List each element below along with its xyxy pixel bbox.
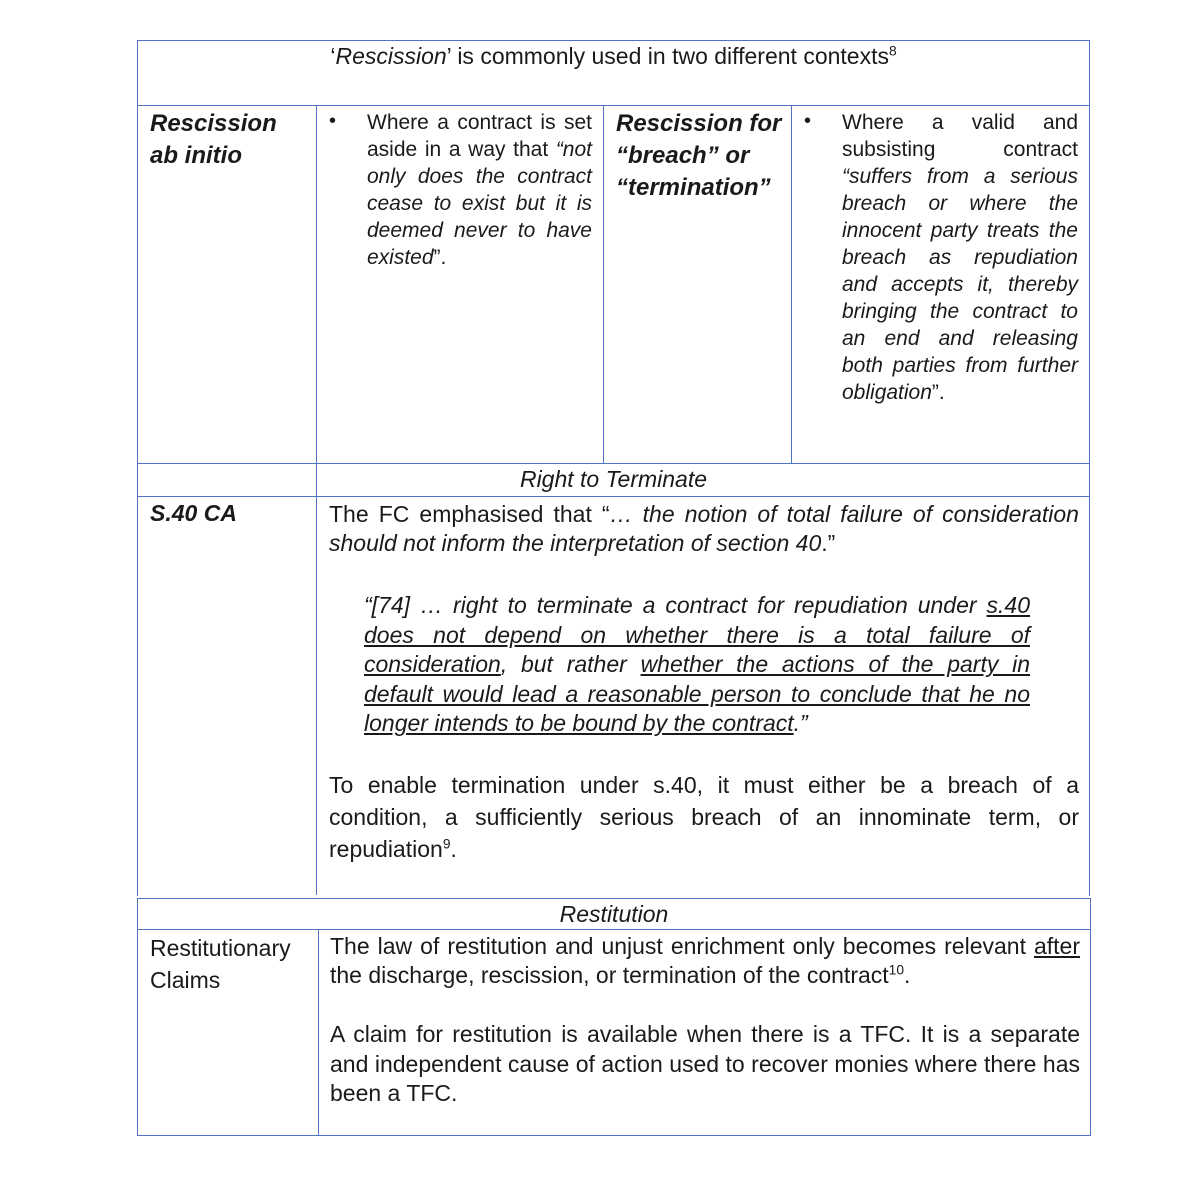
restitution-para-2: A claim for restitution is available when there is a TFC. It is a separate and independent cause of action used to recover monies where there has been a TFC. [330,1021,1080,1106]
header-divider [137,105,1090,106]
heading-right-to-terminate: Right to Terminate [519,466,708,492]
row-divider-1 [137,463,1090,464]
restitution-header-divider [137,929,1091,930]
label-rescission-for-breach: Rescission for “breach” or “termination” [616,110,782,201]
label-restitutionary-claims: Restitutionary Claims [150,935,291,993]
s40-quote-para-74: “[74] … right to terminate a contract for repudiation under s.40 does not depend on whether there is a total failure of consideration, but rather whether the actions of the party in default would lead a reasonable person to conclude that he no longer intends to be bound by the contract.” [364,592,1031,736]
table-header: ‘Rescission’ is commonly used in two different contexts$^8$ [330,43,897,69]
footnote-8: 8 [888,43,897,59]
bullet-icon: • [804,110,812,132]
label-rescission-ab-initio: Rescission ab initio [150,110,277,169]
footnote-9: 9 [442,836,451,852]
restitution-col-divider [318,929,319,1136]
bullet-icon: • [329,110,337,132]
label-s40-ca: S.40 CA [150,500,237,526]
restitution-para-1: The law of restitution and unjust enrichment only becomes relevant after the discharge, rescission, or termination of the contract$^{10}$. [330,933,1080,988]
definition-rescission-for-breach: Where a valid and subsisting contract “suffers from a serious breach or where the innocent party treats the breach as repudiation and accepts it, thereby bringing the contract to an end and releasing both parties from further obligation”. [842,111,1078,404]
footnote-10: 10 [888,962,905,978]
header-term: Rescission [335,43,447,69]
col-divider-1 [316,105,317,895]
s40-intro: The FC emphasised that “… the notion of total failure of consideration should not inform the interpretation of section 40.” [329,501,1079,556]
s40-conclusion: To enable termination under s.40, it must either be a breach of a condition, a sufficiently serious breach of an innominate term, or repudiation$^9$. [329,772,1079,862]
col-divider-2 [603,105,604,463]
definition-rescission-ab-initio: Where a contract is set aside in a way that “not only does the contract cease to exist but it is deemed never to have existed”. [367,111,592,269]
heading-restitution: Restitution [559,901,669,927]
row-divider-2 [137,496,1090,497]
col-divider-3 [791,105,792,463]
